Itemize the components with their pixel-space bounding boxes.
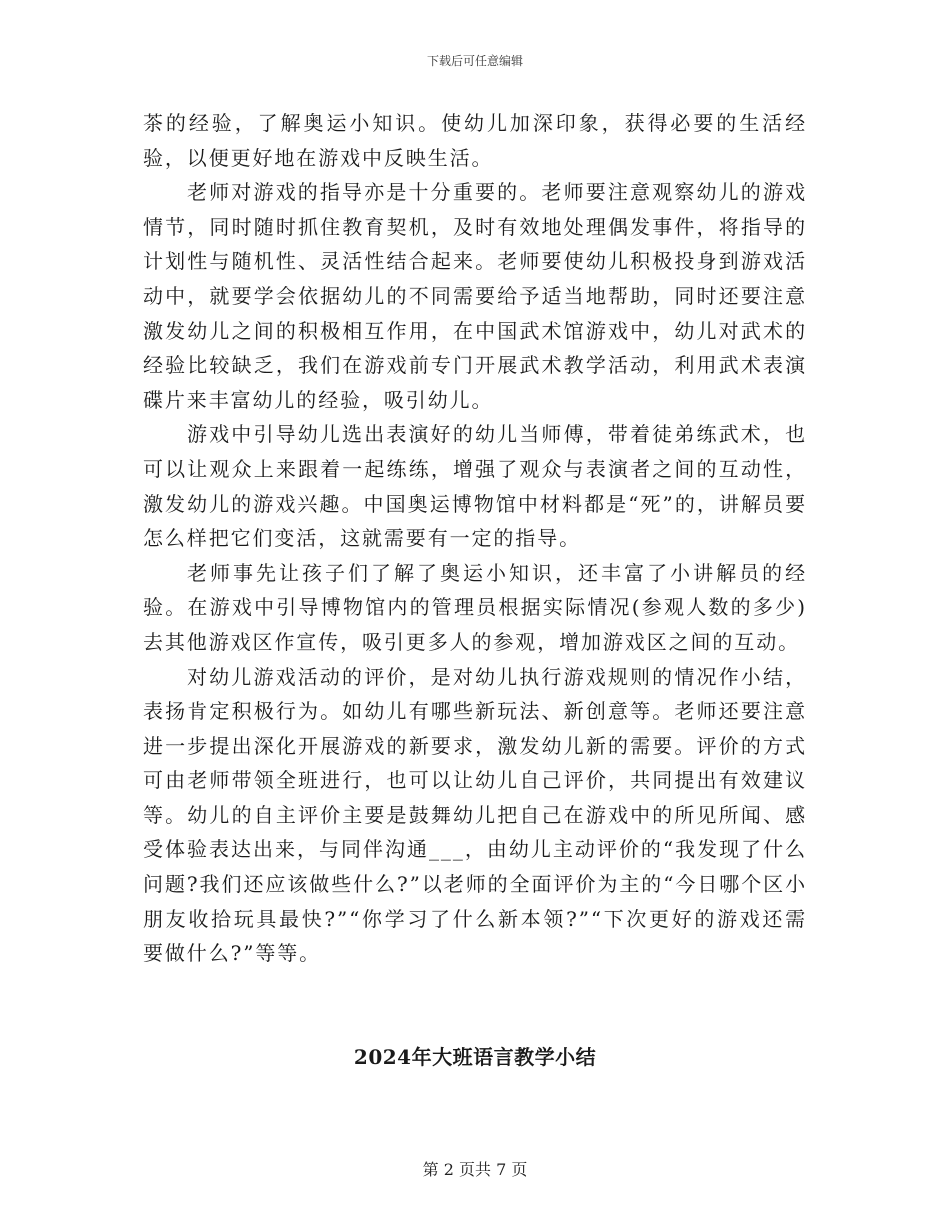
- paragraph-teacher-guidance: 老师对游戏的指导亦是十分重要的。老师要注意观察幼儿的游戏情节，同时随时抓住教育契机，及时有效地处理偶发事件，将指导的计划性与随机性、灵活性结合起来。老师要使幼儿积极投身到游戏活动中，就要学会依据幼儿的不同需要给予适当地帮助，同时还要注意激发幼儿之间的积极相互作用，在中国武术馆游戏中，幼儿对武术的经验比较缺乏，我们在游戏前专门开展武术教学活动，利用武术表演碟片来丰富幼儿的经验，吸引幼儿。: [143, 180, 807, 412]
- page-header-note: 下载后可任意编辑: [426, 54, 523, 68]
- page-number-footer: 第 2 页共 7 页: [422, 1160, 528, 1179]
- paragraph-evaluation: 对幼儿游戏活动的评价，是对幼儿执行游戏规则的情况作小结，表扬肯定积极行为。如幼儿有哪些新玩法、新创意等。老师还要注意进一步提出深化开展游戏的新要求，激发幼儿新的需要。评价的方式可由老师带领全班进行，也可以让幼儿自己评价，共同提出有效建议等。幼儿的自主评价主要是鼓舞幼儿把自己在游戏中的所见所闻、感受体验表达出来，与同伴沟通___，由幼儿主动评价的“我发现了什么问题?我们还应该做些什么?”以老师的全面评价为主的“今日哪个区小朋友收拾玩具最快?”“你学习了什么新本领?”“下次更好的游戏还需要做什么?”等等。: [143, 664, 807, 966]
- document-body: [143, 106, 807, 971]
- paragraph-museum-guide: 老师事先让孩子们了解了奥运小知识，还丰富了小讲解员的经验。在游戏中引导博物馆内的管理员根据实际情况(参观人数的多少)去其他游戏区作宣传，吸引更多人的参观，增加游戏区之间的互动。: [143, 560, 807, 654]
- paragraph-continuation: 茶的经验，了解奥运小知识。使幼儿加深印象，获得必要的生活经验，以便更好地在游戏中反映生活。: [143, 111, 807, 170]
- section-title: 2024年大班语言教学小结: [353, 1045, 597, 1069]
- paragraph-martial-arts-game: 游戏中引导幼儿选出表演好的幼儿当师傅，带着徒弟练武术，也可以让观众上来跟着一起练练，增强了观众与表演者之间的互动性，激发幼儿的游戏兴趣。中国奥运博物馆中材料都是“死”的，讲解员要怎么样把它们变活，这就需要有一定的指导。: [143, 422, 807, 551]
